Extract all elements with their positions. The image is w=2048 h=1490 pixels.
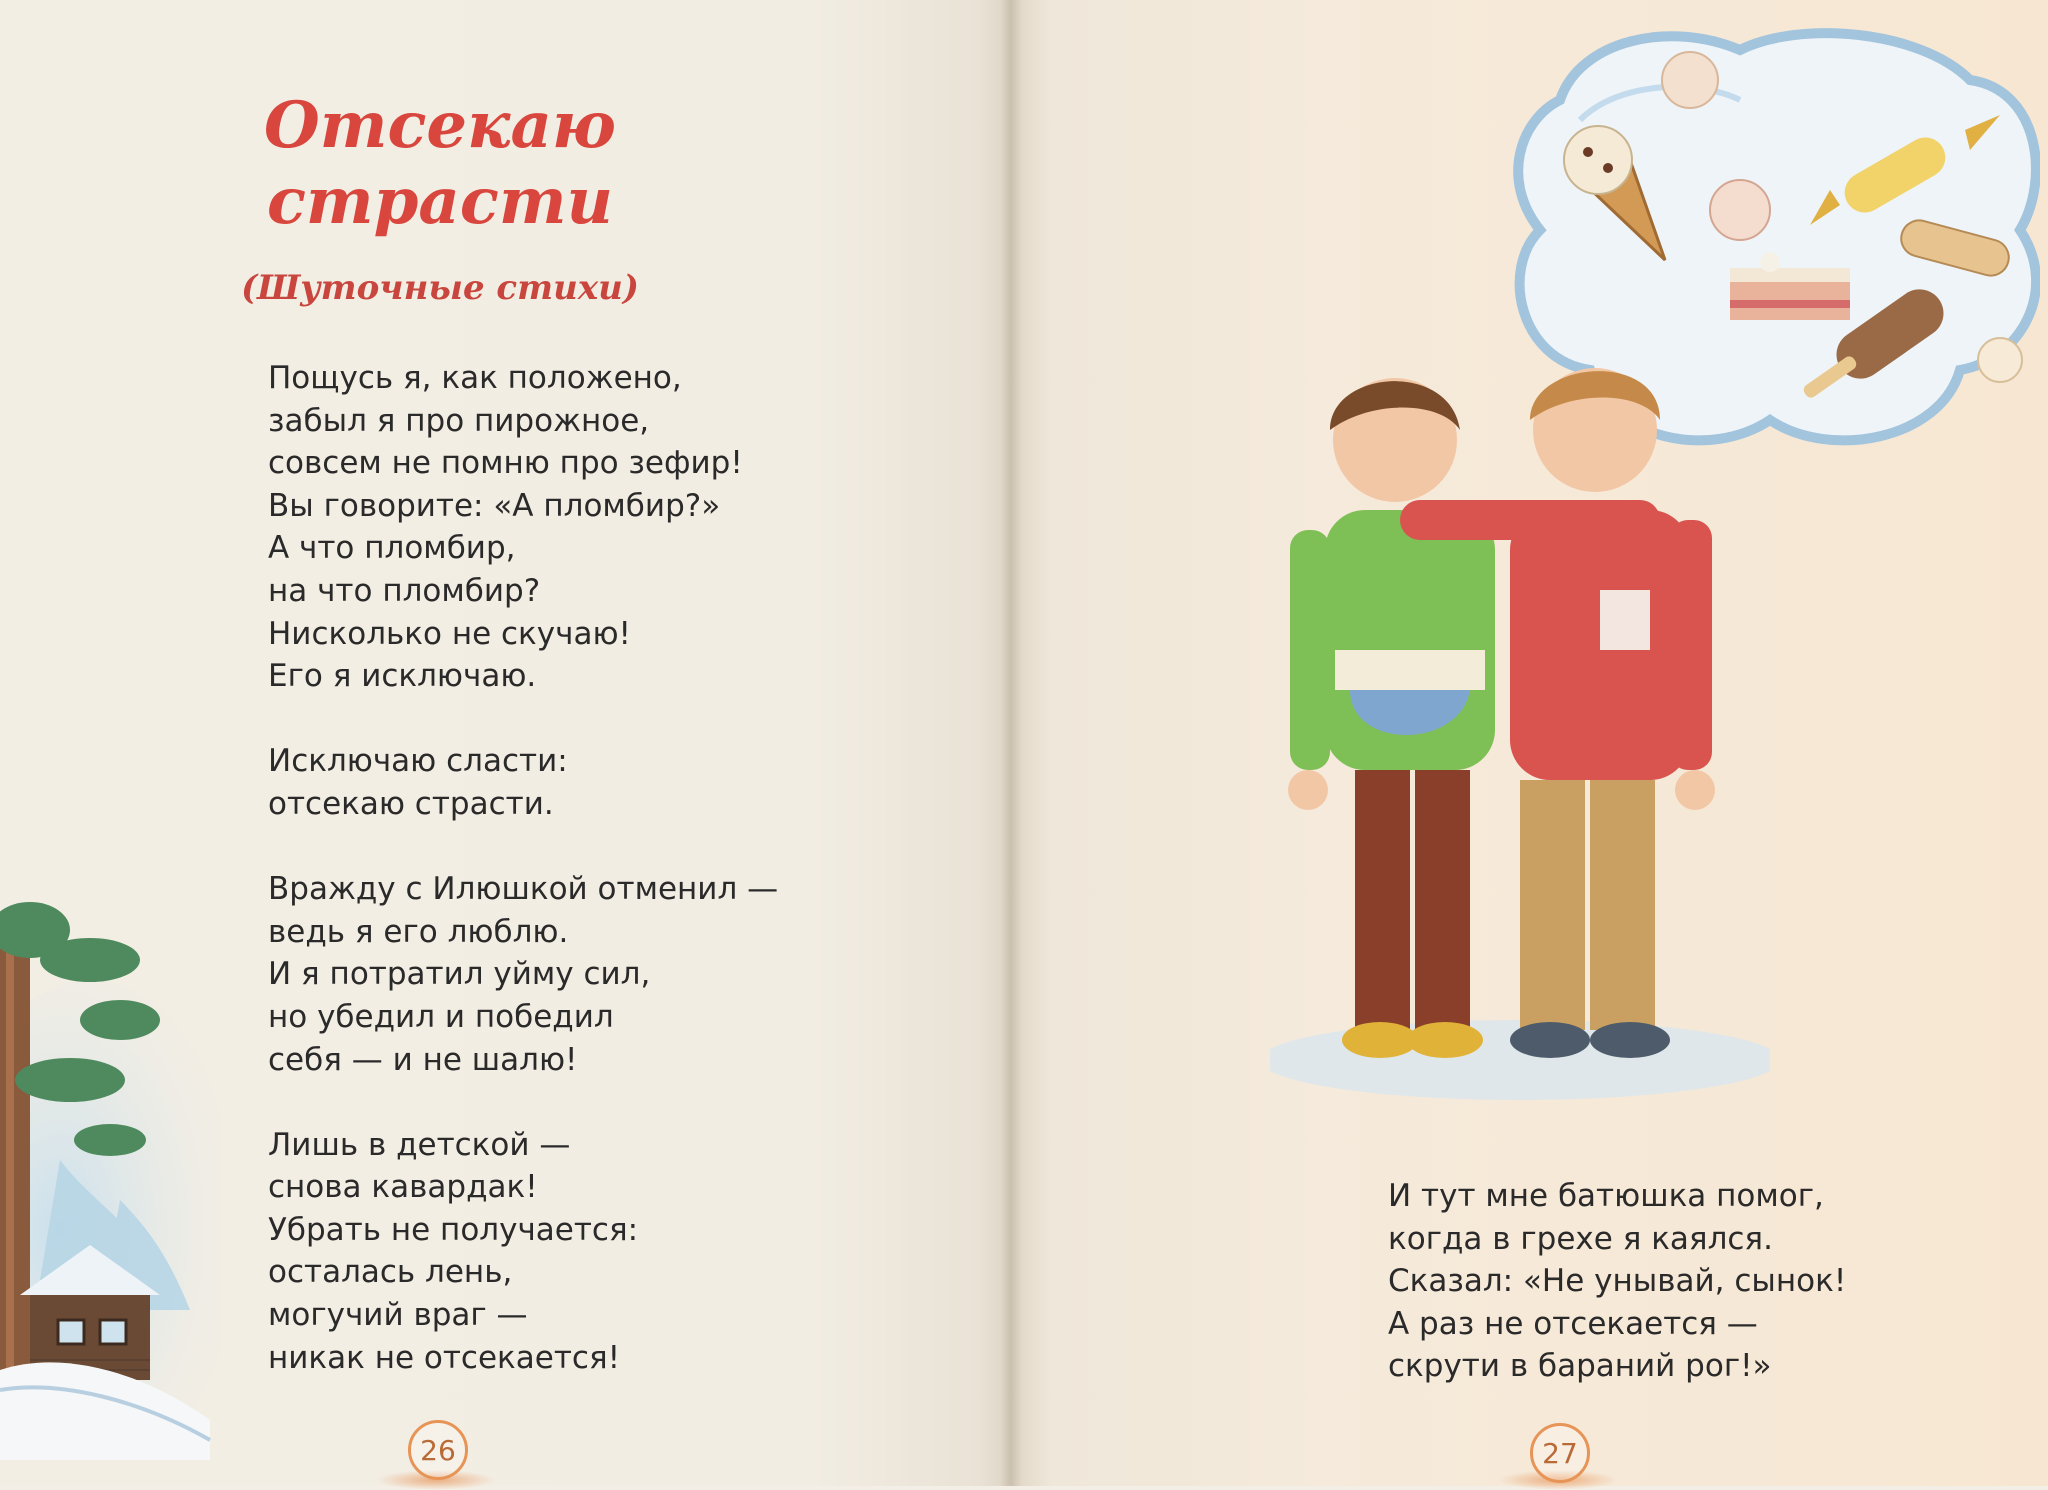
page-number-right: 27 (1530, 1423, 1590, 1483)
poem-line: осталась лень, (268, 1254, 513, 1291)
poem-line: Вражду с Илюшкой отменил — (268, 871, 779, 908)
poem-line: Убрать не получается: (268, 1211, 639, 1248)
poem-line: могучий враг — (268, 1297, 528, 1334)
poem-line: когда в грехе я каялся. (1388, 1220, 1773, 1257)
poem-line: ведь я его люблю. (268, 913, 569, 950)
poem-line: никак не отсекается! (268, 1339, 621, 1376)
book-gutter (1000, 0, 1022, 1486)
two-boys-illustration (1270, 350, 1770, 1100)
poem-line: снова кавардак! (268, 1169, 538, 1206)
poem-line: но убедил и победил (268, 998, 614, 1035)
poem-line: скрути в бараний рог!» (1388, 1348, 1772, 1385)
poem-line: Исключаю сласти: (268, 743, 568, 780)
stanza (1388, 1175, 1846, 1388)
page-number-left: 26 (408, 1420, 468, 1480)
poem-line: Нисколько не скучаю! (268, 615, 631, 652)
poem-subtitle: (Шуточные стихи) (241, 268, 639, 308)
poem-line: А раз не отсекается — (1388, 1305, 1758, 1342)
boy-left (1288, 378, 1495, 1058)
poem-line: отсекаю страсти. (268, 785, 554, 822)
title-line: Отсекаю (263, 88, 617, 163)
poem-left (268, 357, 778, 1379)
poem-line: себя — и не шалю! (268, 1041, 578, 1078)
poem-line: на что пломбир? (268, 572, 541, 609)
stanza (268, 357, 778, 698)
poem-line: А что пломбир, (268, 530, 516, 567)
poem-title (200, 88, 680, 240)
stanza (268, 1124, 778, 1380)
poem-line: Вы говорите: «А пломбир?» (268, 487, 721, 524)
poem-line: Его я исключаю. (268, 658, 537, 695)
title-line: страсти (266, 164, 614, 239)
stanza (268, 740, 778, 825)
poem-line: Сказал: «Не унывай, сынок! (1388, 1263, 1847, 1300)
poem-line: Пощусь я, как положено, (268, 360, 682, 396)
poem-line: Лишь в детской — (268, 1126, 571, 1163)
poem-line: совсем не помню про зефир! (268, 445, 743, 482)
poem-line: И тут мне батюшка помог, (1388, 1178, 1824, 1214)
poem-right (1388, 1175, 1846, 1388)
poem-line: забыл я про пирожное, (268, 402, 650, 439)
winter-scene-illustration (0, 900, 220, 1460)
poem-line: И я потратил уйму сил, (268, 956, 651, 993)
stanza (268, 868, 778, 1081)
